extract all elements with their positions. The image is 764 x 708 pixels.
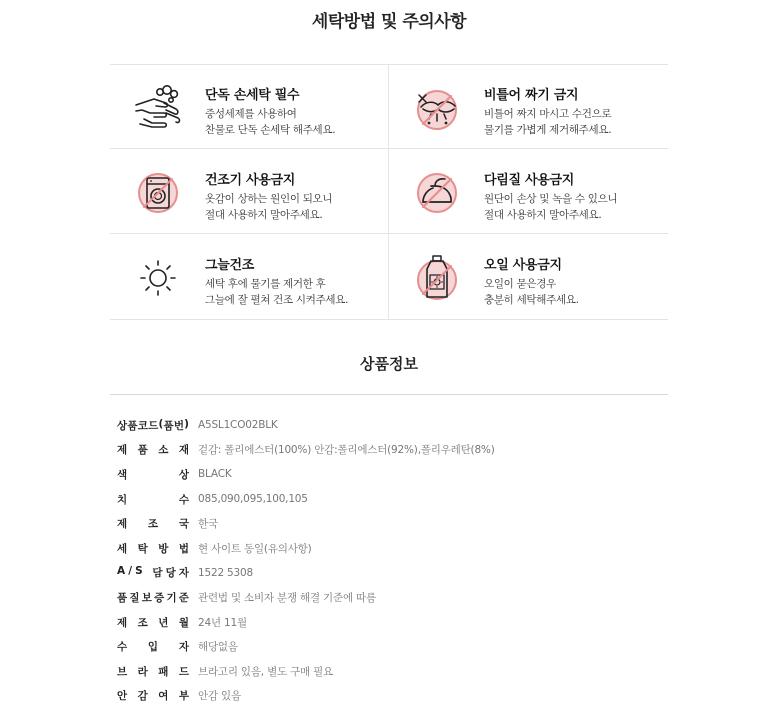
care-instructions-grid <box>110 64 668 320</box>
care-item-hand-wash <box>110 65 389 149</box>
product-info-value: 안감 있음 <box>198 690 241 703</box>
care-item-desc: 오일이 묻은경우 충분히 세탁해주세요. <box>484 278 579 306</box>
care-item-no-iron <box>389 150 668 234</box>
product-info-table <box>117 413 677 708</box>
care-item-no-dryer <box>110 150 389 234</box>
product-info-key: A / S 담 당 자 <box>117 565 189 580</box>
product-info-value: 관련법 및 소비자 분쟁 해결 기준에 따름 <box>198 591 376 604</box>
product-info-key: 수 입 자 <box>117 641 189 654</box>
product-info-row <box>117 684 677 708</box>
care-item-title: 비틀어 짜기 금지 <box>484 88 579 103</box>
care-item-no-wring <box>389 65 668 149</box>
product-info-key: 품 질 보 증 기 준 <box>117 591 189 604</box>
product-info-key: 제 품 소 재 <box>117 444 189 457</box>
product-info-row <box>117 487 677 512</box>
product-info-key: 안 감 여 부 <box>117 690 189 703</box>
care-item-title: 다림질 사용금지 <box>484 173 575 188</box>
product-info-row <box>117 610 677 635</box>
no-dryer-icon <box>130 168 186 218</box>
hand-wash-icon <box>130 83 186 133</box>
care-item-desc: 비틀어 짜지 마시고 수건으로 물기를 가볍게 제거해주세요. <box>484 108 612 136</box>
care-item-shade-dry <box>110 235 389 319</box>
product-info-value: BLACK <box>198 468 232 481</box>
product-info-row <box>117 511 677 536</box>
care-item-desc: 원단이 손상 및 녹을 수 있으니 절대 사용하지 말아주세요. <box>484 193 618 221</box>
care-section-title: 세탁방법 및 주의사항 <box>311 12 467 32</box>
product-info-value: 현 사이트 동일(유의사항) <box>198 542 312 555</box>
product-info-row <box>117 561 677 586</box>
care-item-desc: 세탁 후에 물기를 제거한 후 그늘에 잘 펼쳐 건조 시켜주세요. <box>205 278 349 306</box>
no-oil-icon <box>409 253 465 303</box>
care-item-no-oil <box>389 235 668 319</box>
product-info-value: 해당없음 <box>198 641 238 654</box>
product-info-key: 브 라 패 드 <box>117 665 189 678</box>
product-info-key: 상 품 코 드 ( 품 번 ) <box>117 417 189 432</box>
product-info-key: 치 수 <box>117 493 189 506</box>
product-info-value: 브라고리 있음, 별도 구매 필요 <box>198 665 334 678</box>
product-info-row <box>117 413 677 438</box>
product-info-value: 한국 <box>198 518 218 531</box>
product-info-divider <box>110 394 668 395</box>
no-wring-icon <box>409 83 465 133</box>
product-info-value: 24년 11월 <box>198 616 247 629</box>
product-info-row <box>117 438 677 463</box>
care-item-title: 건조기 사용금지 <box>205 173 296 188</box>
product-info-title: 상품정보 <box>360 355 418 373</box>
care-item-desc: 중성세제를 사용하여 찬물로 단독 손세탁 해주세요. <box>205 108 336 136</box>
product-info-row <box>117 634 677 659</box>
shade-dry-icon <box>130 253 186 303</box>
care-item-title: 단독 손세탁 필수 <box>205 88 300 103</box>
product-info-key: 제 조 년 월 <box>117 616 189 629</box>
product-info-key: 색 상 <box>117 468 189 481</box>
care-item-desc: 옷감이 상하는 원인이 되오니 절대 사용하지 말아주세요. <box>205 193 333 221</box>
product-info-key: 세 탁 방 법 <box>117 542 189 555</box>
product-info-key: 제 조 국 <box>117 518 189 531</box>
product-info-value: 1522 5308 <box>198 566 253 579</box>
product-info-row <box>117 536 677 561</box>
product-info-row <box>117 585 677 610</box>
product-info-value: 겉감: 폴리에스터(100%) 안감:폴리에스터(92%),폴리우레탄(8%) <box>198 444 495 457</box>
no-iron-icon <box>409 168 465 218</box>
product-info-row <box>117 659 677 684</box>
product-info-row <box>117 462 677 487</box>
product-info-value: 085,090,095,100,105 <box>198 493 308 506</box>
care-item-title: 오일 사용금지 <box>484 258 562 273</box>
product-info-value: A5SL1CO02BLK <box>198 419 278 432</box>
care-item-title: 그늘건조 <box>205 258 255 273</box>
